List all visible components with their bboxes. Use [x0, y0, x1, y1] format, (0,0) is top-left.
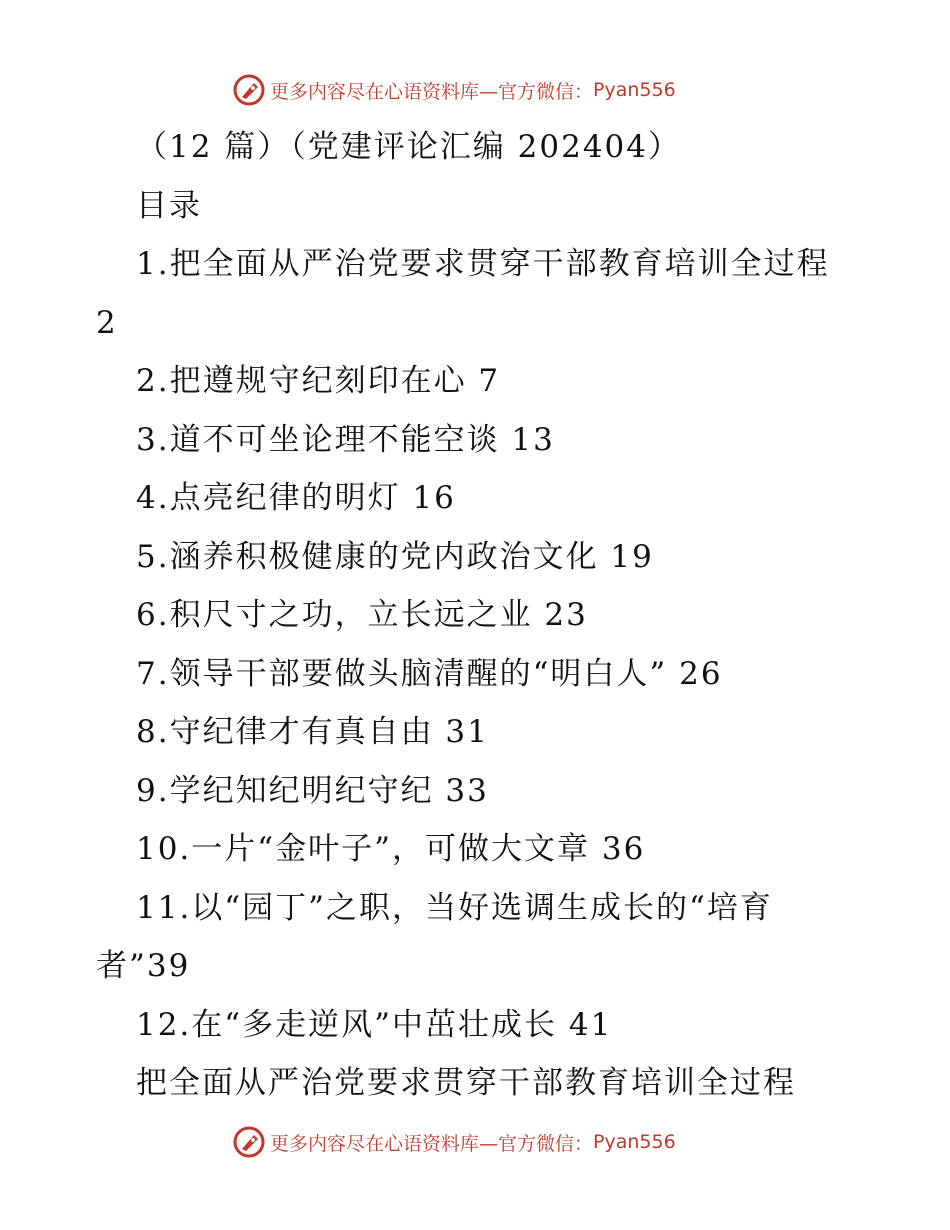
toc-entry: 9.学纪知纪明纪守纪 33	[136, 772, 489, 809]
top-watermark-banner	[232, 72, 712, 108]
banner-text: 更多内容尽在心语资料库—官方微信：	[270, 80, 594, 103]
toc-entry: 2.把遵规守纪刻印在心 7	[136, 363, 501, 399]
toc-entry: 12.在“多走逆风”中茁壮成长 41	[136, 1006, 613, 1043]
document-body	[96, 118, 866, 1113]
bottom-watermark-banner	[232, 1124, 712, 1160]
toc-entry: 6.积尺寸之功，立长远之业 23	[136, 597, 588, 633]
document-header: （12 篇）（党建评论汇编 202404）	[136, 129, 681, 165]
toc-entry: 4.点亮纪律的明灯 16	[136, 480, 456, 516]
toc-entry: 8.守纪律才有真自由 31	[136, 714, 489, 750]
toc-entry: 10.一片“金叶子”，可做大文章 36	[136, 831, 646, 867]
toc-entry: 7.领导干部要做头脑清醒的“明白人” 26	[136, 655, 723, 692]
article-title: 把全面从严治党要求贯穿干部教育培训全过程	[136, 1065, 796, 1101]
pen-nib-icon	[232, 1125, 266, 1159]
banner-text: 更多内容尽在心语资料库—官方微信：	[270, 1132, 594, 1155]
toc-entry-continuation: 者”39	[96, 948, 191, 984]
toc-entry: 11.以“园丁”之职，当好选调生成长的“培育	[136, 889, 773, 926]
toc-entry-continuation: 2	[96, 304, 118, 341]
banner-wechat-id: Pyan556	[593, 1131, 676, 1153]
banner-wechat-id: Pyan556	[593, 79, 676, 101]
toc-entry: 5.涵养积极健康的党内政治文化 19	[136, 538, 654, 575]
toc-entry: 3.道不可坐论理不能空谈 13	[136, 421, 555, 458]
toc-title: 目录	[136, 187, 202, 224]
toc-entry: 1.把全面从严治党要求贯穿干部教育培训全过程	[136, 246, 830, 282]
pen-nib-icon	[232, 73, 266, 107]
